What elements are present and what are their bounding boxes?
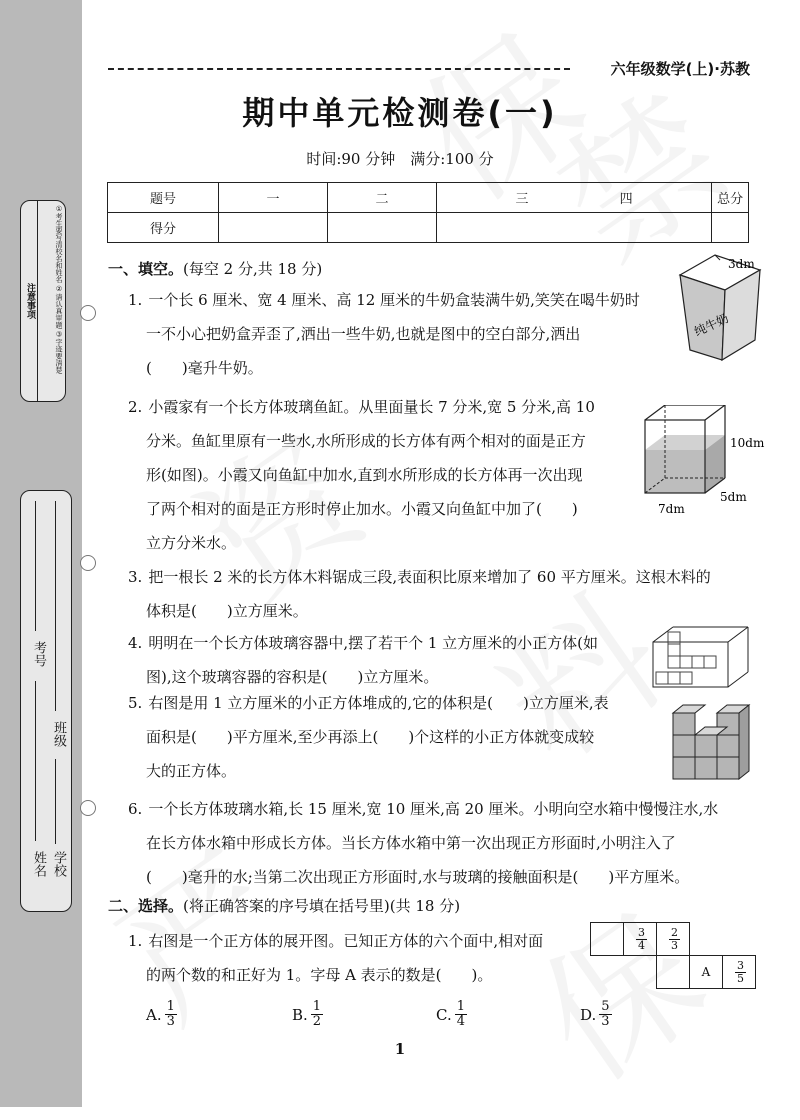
cube-stack-figure <box>668 692 758 787</box>
binding-hole <box>80 555 96 571</box>
net-face <box>590 922 624 956</box>
question-number: 6. <box>128 800 143 818</box>
question-text: 图),这个玻璃容器的容积是( )立方厘米。 <box>146 668 439 686</box>
question-text: ( )毫升的水;当第二次出现正方形面时,水与玻璃的接触面积是( )平方厘米。 <box>146 868 690 886</box>
section-2-title: 二、选择。 <box>108 897 184 915</box>
question-number: 1. <box>128 291 143 309</box>
score-header-cell: 总分 <box>712 183 749 213</box>
tank-length-label: 7dm <box>658 502 685 516</box>
section-2-heading <box>108 895 460 916</box>
question-2 <box>128 390 648 560</box>
net-fraction: $\frac{3}{4}$ <box>638 925 645 952</box>
score-header-cell <box>437 183 712 213</box>
carton-dim-label: 3dm <box>728 257 755 271</box>
page-number: 1 <box>394 1040 406 1058</box>
notes-box <box>20 200 66 402</box>
score-header-cell: 题号 <box>108 183 219 213</box>
section-1-heading <box>108 258 322 279</box>
notes-text: ①考生要写清校名和姓名 ②请认真审题 ③字迹要清楚 <box>55 205 63 374</box>
score-header-cell: 四 <box>619 192 633 207</box>
field-name-line <box>35 681 36 841</box>
tank-width-label: 5dm <box>720 490 747 504</box>
section-1-note: (每空 2 分,共 18 分) <box>183 260 323 278</box>
score-header-cell: 二 <box>328 183 437 213</box>
score-row-label: 得分 <box>108 213 219 243</box>
question-text: 一个长 6 厘米、宽 4 厘米、高 12 厘米的牛奶盒装满牛奶,笑笑在喝牛奶时 <box>148 291 640 309</box>
score-cell[interactable] <box>437 213 712 243</box>
field-number-label: 考号 <box>31 641 46 667</box>
question-text: 的两个数的和正好为 1。字母 A 表示的数是( )。 <box>146 966 493 984</box>
exam-info: 时间:90 分钟 满分:100 分 <box>306 150 494 168</box>
choice-question-1 <box>128 924 588 992</box>
field-class-line <box>55 501 56 711</box>
question-text: ( )毫升牛奶。 <box>146 359 263 377</box>
question-text: 在长方体水箱中形成长方体。当长方体水箱中第一次出现正方形面时,小明注入了 <box>146 834 676 852</box>
question-4 <box>128 626 648 694</box>
option-d[interactable]: D. $\frac{5}{3}$ <box>580 999 610 1029</box>
section-1-title: 一、填空。 <box>108 260 184 278</box>
question-text: 一个长方体玻璃水箱,长 15 厘米,宽 10 厘米,高 20 厘米。小明向空水箱中慢慢注水,水 <box>148 800 719 818</box>
question-5 <box>128 686 658 788</box>
question-number: 4. <box>128 634 143 652</box>
question-text: 面积是( )平方厘米,至少再添上( )个这样的小正方体就变成较 <box>146 728 595 746</box>
field-school-line <box>55 759 56 844</box>
notes-title: 注意事项 <box>21 201 38 401</box>
score-header-cell: 一 <box>219 183 328 213</box>
score-cell[interactable] <box>712 213 749 243</box>
container-cubes-figure <box>648 622 758 692</box>
field-class-label: 班级 <box>51 721 66 747</box>
question-number: 1. <box>128 932 143 950</box>
section-2-note: (将正确答案的序号填在括号里)(共 18 分) <box>183 897 461 915</box>
tank-height-label: 10dm <box>730 436 765 450</box>
option-a[interactable]: A. $\frac{1}{3}$ <box>146 999 175 1029</box>
net-face <box>656 955 690 989</box>
question-3 <box>128 560 758 628</box>
question-text: 右图是用 1 立方厘米的小正方体堆成的,它的体积是( )立方厘米,表 <box>148 694 609 712</box>
score-cell[interactable] <box>328 213 437 243</box>
question-text: 立方分米水。 <box>146 534 237 552</box>
question-text: 小霞家有一个长方体玻璃鱼缸。从里面量长 7 分米,宽 5 分米,高 10 <box>148 398 595 416</box>
net-face <box>656 922 690 956</box>
binding-hole <box>80 800 96 816</box>
binding-hole <box>80 305 96 321</box>
option-c[interactable]: C. $\frac{1}{4}$ <box>436 999 465 1029</box>
score-header-row <box>108 183 749 213</box>
question-text: 了两个相对的面是正方形时停止加水。小霞又向鱼缸中加了( ) <box>146 500 578 518</box>
fish-tank-figure <box>640 405 780 520</box>
score-header-cell: 三 <box>515 192 529 207</box>
page-title: 期中单元检测卷(一) <box>242 94 558 132</box>
field-name-label: 姓名 <box>31 851 46 877</box>
score-table <box>107 182 749 243</box>
question-text: 一不小心把奶盒弄歪了,洒出一些牛奶,也就是图中的空白部分,洒出 <box>146 325 581 343</box>
question-number: 5. <box>128 694 143 712</box>
question-text: 大的正方体。 <box>146 762 237 780</box>
carton-text: 纯牛奶 <box>692 311 731 339</box>
question-text: 右图是一个正方体的展开图。已知正方体的六个面中,相对面 <box>148 932 544 950</box>
net-letter: A <box>701 965 711 979</box>
net-face <box>722 955 756 989</box>
question-text: 分米。鱼缸里原有一些水,水所形成的长方体有两个相对的面是正方 <box>146 432 586 450</box>
option-b[interactable]: B. $\frac{1}{2}$ <box>292 999 322 1029</box>
milk-carton-figure <box>660 250 770 370</box>
field-school-label: 学校 <box>51 851 66 877</box>
net-face <box>623 922 657 956</box>
question-text: 体积是( )立方厘米。 <box>146 602 308 620</box>
header-dash-line <box>108 68 570 70</box>
score-row <box>108 213 749 243</box>
question-text: 明明在一个长方体玻璃容器中,摆了若干个 1 立方厘米的小正方体(如 <box>148 634 599 652</box>
net-face <box>689 955 723 989</box>
question-text: 把一根长 2 米的长方体木料锯成三段,表面积比原来增加了 60 平方厘米。这根木料的 <box>148 568 711 586</box>
student-info-box <box>20 490 72 912</box>
net-fraction: $\frac{2}{3}$ <box>671 925 678 952</box>
book-brand: 六年级数学(上)·苏教 <box>610 60 750 78</box>
question-number: 3. <box>128 568 143 586</box>
question-6 <box>128 792 758 894</box>
question-text: 形(如图)。小霞又向鱼缸中加水,直到水所形成的长方体再一次出现 <box>146 466 583 484</box>
score-cell[interactable] <box>219 213 328 243</box>
field-number-line <box>35 501 36 631</box>
question-number: 2. <box>128 398 143 416</box>
net-fraction: $\frac{3}{5}$ <box>737 958 744 985</box>
question-1 <box>128 283 658 385</box>
